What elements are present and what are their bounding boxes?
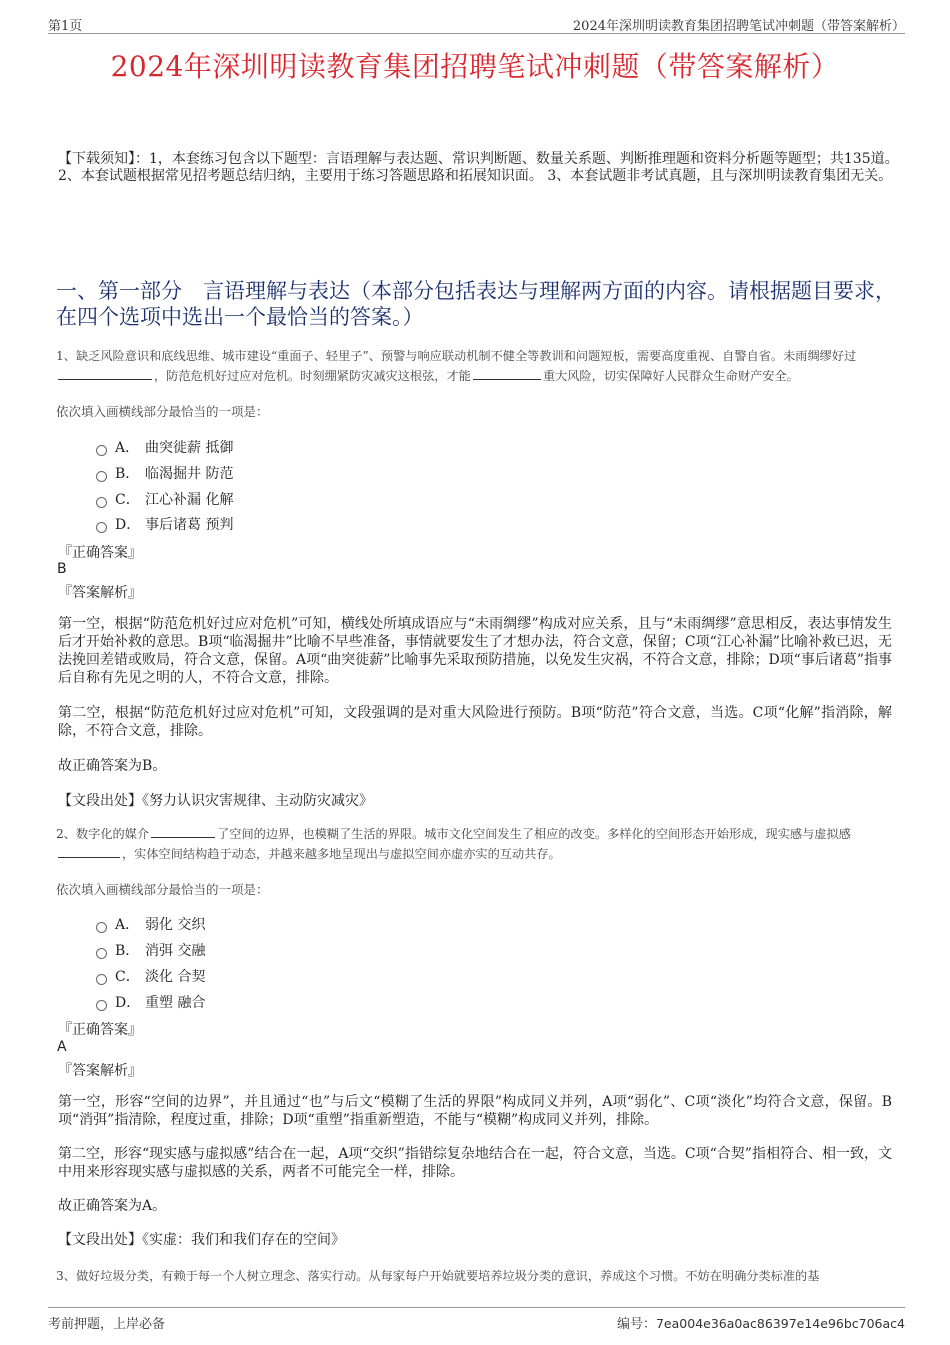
header-doc-title: 2024年深圳明读教育集团招聘笔试冲刺题（带答案解析） [572,19,905,34]
radio-icon[interactable] [96,522,107,533]
q2-option-c[interactable]: C． 淡化 合契 [96,966,205,986]
page-footer [48,1307,905,1330]
radio-icon[interactable] [96,445,107,456]
q2-answer-label: 『正确答案』 [58,1022,142,1038]
q1-option-a[interactable]: A． 曲突徙薪 抵御 [96,437,233,457]
question-2-prompt: 依次填入画横线部分最恰当的一项是： [56,882,269,897]
q2-option-a[interactable]: A． 弱化 交织 [96,914,205,934]
q1-analysis-label: 『答案解析』 [58,585,142,601]
q1-analysis-1: 第一空，根据“防范危机好过应对危机”可知，横线处所填成语应与“未雨绸缪”构成对应关系，且与“未雨绸缪”意思相反，表达事情发生后才开始补救的意思。B项“临渴掘井”比喻不早些准备，事情就要发生了才想办法，符合文意，保留；C项“江心补漏”比喻补救已迟，无法挽回差错或败局，符合文意，保留。A项“曲突徙薪”比喻事先采取预防措施，以免发生灾祸，不符合文意，排除；D项“事后诸葛”指事后自称有先见之明的人，不符合文意，排除。 [58,616,892,686]
document-title: 2024年深圳明读教育集团招聘笔试冲刺题（带答案解析） [110,50,840,83]
q1-option-c[interactable]: C． 江心补漏 化解 [96,489,233,509]
question-2-text: 2、数字化的媒介 了空间的边界，也模糊了生活的界限。城市文化空间发生了相应的改变。多样化的空间形态开始形成，现实感与虚拟感，实体空间结构趋于动态，并越来越多地呈现出与虚拟空间亦虚亦实的互动共存。 [56,824,901,864]
page-number: 第1页 [48,19,83,34]
question-3-text: 3、做好垃圾分类，有赖于每一个人树立理念、落实行动。从每家每户开始就要培养垃圾分类的意识，养成这个习惯。不妨在明确分类标准的基 [56,1269,820,1283]
q1-option-d[interactable]: D． 事后诸葛 预判 [96,514,233,534]
q2-analysis-label: 『答案解析』 [58,1063,142,1079]
footer-code: 编号：7ea004e36a0ac86397e14e96bc706ac4 [616,1316,905,1332]
q1-source: 【文段出处】《努力认识灾害规律、主动防灾减灾》 [58,793,373,809]
q1-answer-label: 『正确答案』 [58,545,142,561]
q1-option-b[interactable]: B． 临渴掘井 防范 [96,463,233,483]
radio-icon[interactable] [96,497,107,508]
q1-analysis-2: 第二空，根据“防范危机好过应对危机”可知，文段强调的是对重大风险进行预防。B项“防范”符合文意，当选。C项“化解”指消除，解除，不符合文意，排除。 [58,705,892,739]
q2-answer: A [57,1039,67,1055]
fill-blank [58,844,120,858]
page-header [48,13,905,34]
fill-blank [151,824,215,838]
radio-icon[interactable] [96,1000,107,1011]
q1-conclusion: 故正确答案为B。 [58,758,167,774]
q2-option-d[interactable]: D． 重塑 融合 [96,992,205,1012]
radio-icon[interactable] [96,922,107,933]
section-heading: 一、第一部分 言语理解与表达（本部分包括表达与理解两方面的内容。请根据题目要求，在四个选项中选出一个最恰当的答案。） [56,279,896,329]
q2-analysis-1: 第一空，形容“空间的边界”，并且通过“也”与后文“模糊了生活的界限”构成同义并列，A项“弱化”、C项“淡化”均符合文意，保留。B项“消弭”指清除，程度过重，排除；D项“重塑”指重新塑造，不能与“模糊”构成同义并列，排除。 [58,1094,892,1128]
footer-slogan: 考前押题，上岸必备 [48,1317,166,1332]
question-1-prompt: 依次填入画横线部分最恰当的一项是： [56,404,269,419]
q2-source: 【文段出处】《实虚：我们和我们存在的空间》 [58,1232,345,1248]
q2-conclusion: 故正确答案为A。 [58,1198,167,1214]
radio-icon[interactable] [96,948,107,959]
fill-blank [58,366,152,380]
q2-option-b[interactable]: B． 消弭 交融 [96,940,205,960]
fill-blank [473,366,541,380]
radio-icon[interactable] [96,974,107,985]
download-notice: 【下载须知】：1，本套练习包含以下题型：言语理解与表达题、常识判断题、数量关系题、判断推理题和资料分析题等题型；共135道。 2、本套试题根据常见招考题总结归纳，主要用于练习答题思路和拓展知识面。 3、本套试题非考试真题，且与深圳明读教育集团无关。 [58,151,899,184]
question-1-text: 1、缺乏风险意识和底线思维、城市建设“重面子、轻里子”、预警与响应联动机制不健全等教训和问题短板，需要高度重视、自警自省。未雨绸缪好过，防范危机好过应对危机。时刻绷紧防灾减灾这根弦，才能 重大风险，切实保障好人民群众生命财产安全。 [56,349,857,383]
q2-analysis-2: 第二空，形容“现实感与虚拟感”结合在一起，A项“交织”指错综复杂地结合在一起，符合文意，当选。C项“合契”指相符合、相一致，文中用来形容现实感与虚拟感的关系，两者不可能完全一样，排除。 [58,1146,892,1180]
q1-answer: B [57,561,67,577]
radio-icon[interactable] [96,471,107,482]
